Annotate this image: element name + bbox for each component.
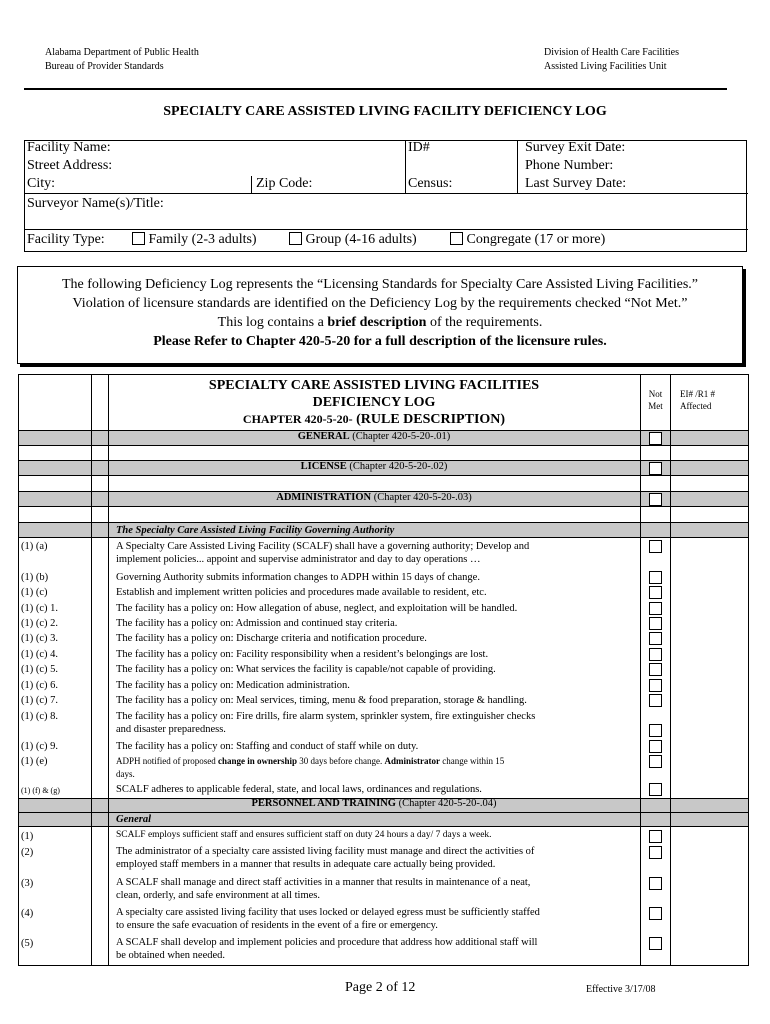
intro-line-1: The following Deficiency Log represents the “Licensing Standards for Specialty Care Assisted Living Facilities.” (61, 277, 699, 292)
rule-code: (1) (f) & (g) (21, 786, 60, 795)
not-met-checkbox[interactable] (649, 632, 662, 645)
not-met-checkbox[interactable] (649, 586, 662, 599)
rule-description: SCALF adheres to applicable federal, state, and local laws, ordinances and regulations. (116, 784, 482, 795)
family-checkbox[interactable] (132, 232, 145, 245)
rule-code: (1) (a) (21, 541, 48, 552)
type-family-option[interactable] (132, 232, 257, 248)
id-field[interactable]: ID# (408, 140, 430, 155)
rule-code: (4) (21, 908, 34, 919)
rule-description: SCALF employs sufficient staff and ensures sufficient staff on duty 24 hours a day/ 7 days a week. (116, 830, 492, 840)
rule-code: (1) (c) 2. (21, 618, 59, 629)
rule-description: The facility has a policy on: What services the facility is capable/not capable of providing. (116, 664, 496, 675)
rule-description: ADPH notified of proposed change in ownership 30 days before change. Administrator change within 15 days. (116, 756, 505, 779)
not-met-checkbox[interactable] (649, 493, 662, 506)
rule-code: (1) (c) 6. (21, 680, 59, 691)
agency-header (45, 46, 199, 74)
table-heading-2: DEFICIENCY LOG (312, 395, 436, 410)
rule-code: (1) (b) (21, 572, 49, 583)
table-heading (108, 377, 640, 428)
rule-description: The facility has a policy on: Discharge criteria and notification procedure. (116, 633, 427, 644)
not-met-checkbox[interactable] (649, 694, 662, 707)
street-address-field[interactable]: Street Address: (27, 158, 113, 173)
rule-description: A SCALF shall develop and implement policies and procedure that address how additional staff will be obtained when needed. (116, 937, 538, 961)
not-met-checkbox[interactable] (649, 617, 662, 630)
rule-description: The facility has a policy on: Meal services, timing, menu & food preparation, storage & handling. (116, 695, 527, 706)
rule-description: Governing Authority submits information changes to ADPH within 15 days of change. (116, 572, 480, 583)
header-rule (24, 88, 727, 90)
facility-type-label: Facility Type: (27, 232, 105, 247)
general-heading: General (116, 814, 151, 825)
last-survey-date-field[interactable]: Last Survey Date: (525, 176, 627, 191)
division-name: Division of Health Care Facilities (544, 47, 679, 58)
facility-name-field[interactable]: Facility Name: (27, 140, 111, 155)
rule-description: The administrator of a specialty care assisted living facility must manage and direct the activities of employed staff members in a manner that results in adequate care actually being provided. (116, 846, 535, 870)
rule-description: The facility has a policy on: How allegation of abuse, neglect, and exploitation will be handled. (116, 603, 518, 614)
type-congregate-label: Congregate (17 or more) (466, 232, 606, 247)
rule-description: A SCALF shall manage and direct staff activities in a manner that results in maintenance of a neat, clean, orderly, and safe environment at all times. (116, 877, 531, 901)
agency-name: Alabama Department of Public Health (45, 47, 199, 58)
rule-code: (1) (c) 4. (21, 649, 59, 660)
not-met-checkbox[interactable] (649, 907, 662, 920)
division-header (544, 46, 679, 74)
section-license: LICENSE (Chapter 420-5-20-.02) (300, 461, 448, 472)
rule-code: (2) (21, 847, 34, 858)
not-met-checkbox[interactable] (649, 846, 662, 859)
not-met-checkbox[interactable] (649, 679, 662, 692)
not-met-header: Not Met (648, 389, 663, 411)
zip-code-field[interactable]: Zip Code: (256, 176, 313, 191)
rule-code: (1) (c) 3. (21, 633, 59, 644)
rule-description: The facility has a policy on: Medication administration. (116, 680, 350, 691)
rule-code: (1) (c) 8. (21, 711, 59, 722)
not-met-checkbox[interactable] (649, 432, 662, 445)
type-group-label: Group (4-16 adults) (305, 232, 417, 247)
congregate-checkbox[interactable] (450, 232, 463, 245)
rule-description: A specialty care assisted living facility that uses locked or delayed egress must be sufficiently staffed to ensure the safe evacuation of residents in the event of a fire or emergency. (116, 907, 540, 931)
not-met-checkbox[interactable] (649, 462, 662, 475)
not-met-checkbox[interactable] (649, 783, 662, 796)
group-checkbox[interactable] (289, 232, 302, 245)
gov-authority-heading: The Specialty Care Assisted Living Facility Governing Authority (116, 525, 395, 536)
rule-description: Establish and implement written policies and procedures made available to resident, etc. (116, 587, 487, 598)
not-met-checkbox[interactable] (649, 877, 662, 890)
intro-line-4: Please Refer to Chapter 420-5-20 for a full description of the licensure rules. (153, 334, 607, 349)
rule-code: (5) (21, 938, 34, 949)
rule-description: A Specialty Care Assisted Living Facility (SCALF) shall have a governing authority; Develop and implement policies... appoint and supervise administrator and day to day operations … (116, 541, 530, 565)
type-congregate-option[interactable] (450, 232, 605, 248)
intro-line-2: Violation of licensure standards are identified on the Deficiency Log by the requirements checked “Not Met.” (72, 296, 688, 311)
intro-line-3: This log contains a brief description of the requirements. (217, 315, 543, 330)
not-met-checkbox[interactable] (649, 663, 662, 676)
ei-affected-header: EI# /R1 # Affected (680, 389, 715, 411)
not-met-checkbox[interactable] (649, 724, 662, 737)
rule-code: (1) (c) 5. (21, 664, 59, 675)
table-heading-1: SPECIALTY CARE ASSISTED LIVING FACILITIES (208, 378, 540, 393)
section-personnel: PERSONNEL AND TRAINING (Chapter 420-5-20-.04) (251, 798, 497, 809)
not-met-checkbox[interactable] (649, 571, 662, 584)
not-met-checkbox[interactable] (649, 740, 662, 753)
rule-code: (1) (c) (21, 587, 48, 598)
section-administration: ADMINISTRATION (Chapter 420-5-20-.03) (276, 492, 472, 503)
rule-description: The facility has a policy on: Staffing and conduct of staff while on duty. (116, 741, 419, 752)
not-met-checkbox[interactable] (649, 602, 662, 615)
not-met-checkbox[interactable] (649, 648, 662, 661)
survey-exit-date-field[interactable]: Survey Exit Date: (525, 140, 626, 155)
page-number: Page 2 of 12 (345, 980, 416, 995)
rule-code: (1) (c) 7. (21, 695, 59, 706)
unit-name: Assisted Living Facilities Unit (544, 61, 667, 72)
effective-date: Effective 3/17/08 (586, 984, 656, 995)
surveyor-name-field[interactable]: Surveyor Name(s)/Title: (27, 196, 164, 211)
intro-box (17, 266, 743, 364)
not-met-checkbox[interactable] (649, 540, 662, 553)
rule-code: (1) (21, 831, 34, 842)
not-met-checkbox[interactable] (649, 937, 662, 950)
type-group-option[interactable] (289, 232, 417, 248)
census-field[interactable]: Census: (408, 176, 453, 191)
rule-description: The facility has a policy on: Fire drills, fire alarm system, sprinkler system, fire extinguisher checks and disaster preparedness. (116, 711, 536, 735)
rule-code: (3) (21, 878, 34, 889)
rule-code: (1) (c) 9. (21, 741, 59, 752)
type-family-label: Family (2-3 adults) (148, 232, 257, 247)
rule-description: The facility has a policy on: Facility responsibility when a resident’s belongings are lost. (116, 649, 489, 660)
not-met-checkbox[interactable] (649, 830, 662, 843)
bureau-name: Bureau of Provider Standards (45, 61, 164, 72)
page-title: SPECIALTY CARE ASSISTED LIVING FACILITY DEFICIENCY LOG (163, 104, 607, 119)
rule-code: (1) (c) 1. (21, 603, 59, 614)
city-field[interactable]: City: (27, 176, 56, 191)
rule-code: (1) (e) (21, 756, 48, 767)
table-heading-3: CHAPTER 420-5-20- (RULE DESCRIPTION) (242, 412, 506, 427)
section-general: GENERAL (Chapter 420-5-20-.01) (297, 431, 451, 442)
phone-number-field[interactable]: Phone Number: (525, 158, 614, 173)
rule-description: The facility has a policy on: Admission and continued stay criteria. (116, 618, 398, 629)
not-met-checkbox[interactable] (649, 755, 662, 768)
